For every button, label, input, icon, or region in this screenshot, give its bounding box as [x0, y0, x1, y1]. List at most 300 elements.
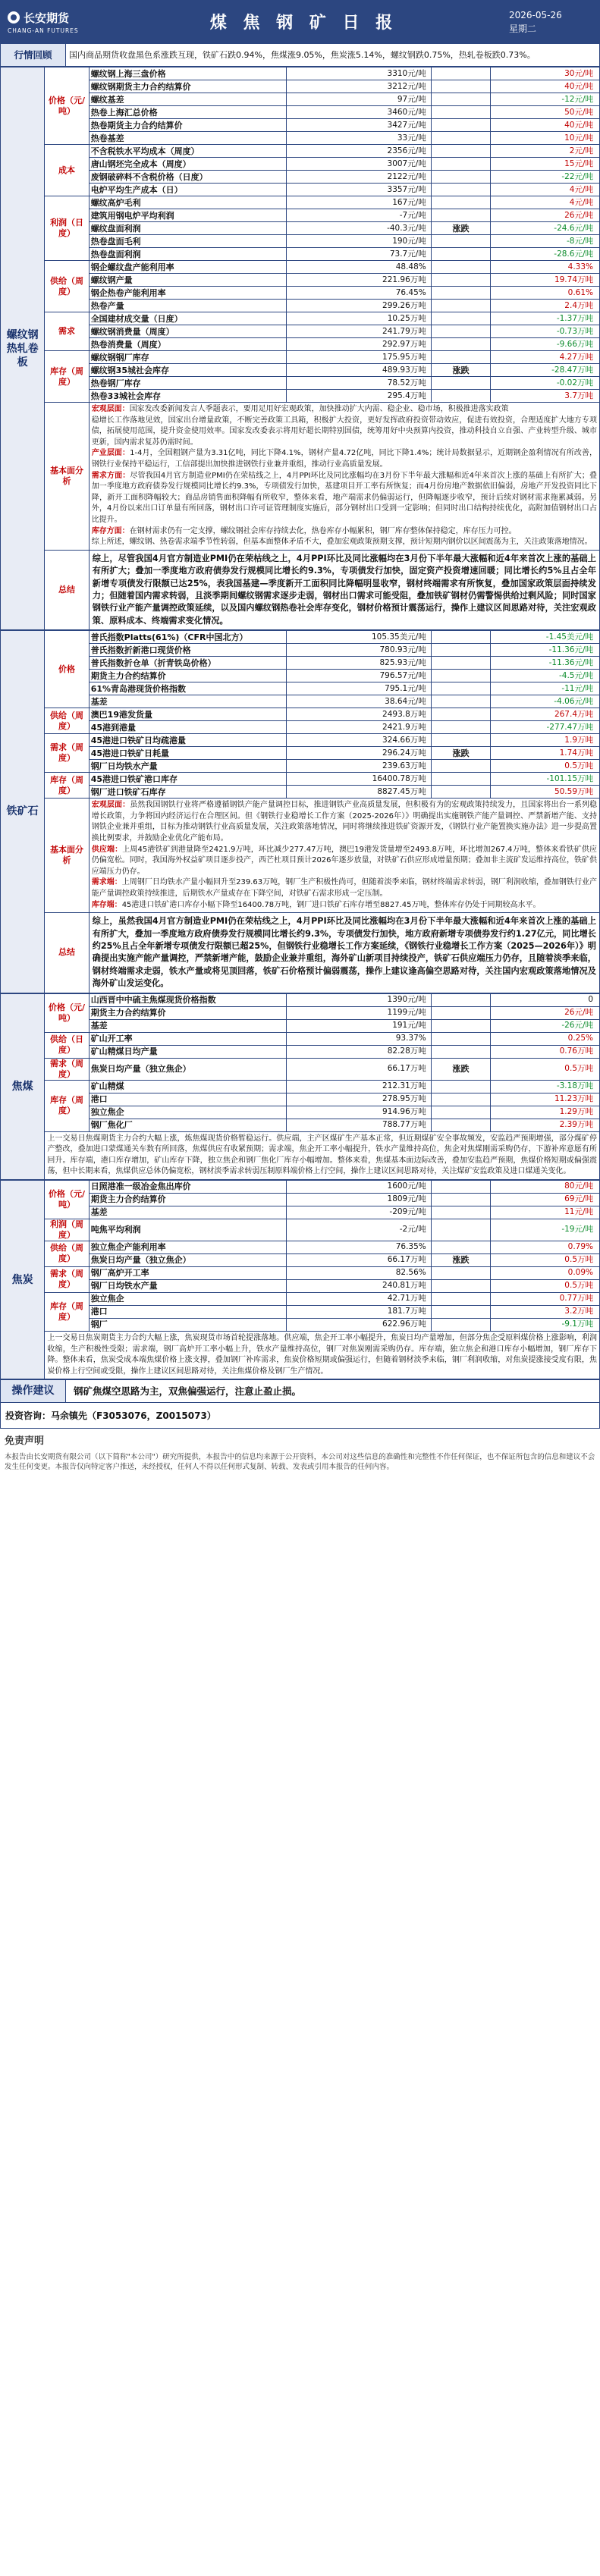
report-header: [0, 0, 600, 43]
indicator-row: [1, 158, 600, 171]
indicator-row: [1, 377, 600, 390]
indicator-row: [1, 1305, 600, 1318]
indicator-name: 唐山钢坯完全成本（周度）: [89, 158, 286, 171]
section-name: 焦煤: [1, 993, 45, 1179]
change-label: [431, 312, 491, 325]
indicator-row: [1, 351, 600, 364]
category-label: 利润（周度）: [45, 1219, 89, 1241]
indicator-name: 基差: [89, 695, 286, 708]
indicator-name: 电炉平均生产成本（日）: [89, 184, 286, 196]
analysis-paragraph: [92, 526, 597, 538]
indicator-change: 11.23万吨: [491, 1093, 600, 1106]
category-label: 库存（周度）: [45, 1080, 89, 1131]
indicator-value: 1199元/吨: [287, 1006, 432, 1019]
change-label: [431, 196, 491, 209]
indicator-name: 螺纹基差: [89, 93, 286, 106]
indicator-value: 73.7元/吨: [287, 248, 432, 261]
indicator-name: 日照港准一级冶金焦出库价: [89, 1180, 286, 1193]
indicator-row: [1, 1241, 600, 1253]
indicator-change: 2元/吨: [491, 145, 600, 158]
change-label: [431, 760, 491, 773]
indicator-change: -1.45美元/吨: [491, 631, 600, 644]
indicator-value: 780.93元/吨: [287, 644, 432, 657]
section-name: 焦炭: [1, 1180, 45, 1379]
indicator-change: 15元/吨: [491, 158, 600, 171]
indicator-change: 267.4万吨: [491, 708, 600, 721]
analysis-paragraph: [92, 416, 597, 449]
indicator-value: 221.96万吨: [287, 274, 432, 287]
indicator-change: 0: [491, 993, 600, 1006]
indicator-name: 普氏指数折仓单（折青铁岛价格）: [89, 657, 286, 670]
change-label: [431, 1106, 491, 1119]
indicator-row: [1, 682, 600, 695]
indicator-row: [1, 80, 600, 93]
market-overview: [0, 43, 600, 67]
indicator-value: 622.96万吨: [287, 1318, 432, 1331]
indicator-value: 93.37%: [287, 1032, 432, 1045]
indicator-change: -11.36元/吨: [491, 644, 600, 657]
indicator-name: 钢厂高炉开工率: [89, 1266, 286, 1279]
sections: [0, 67, 600, 1379]
indicator-row: [1, 1318, 600, 1331]
indicator-row: [1, 209, 600, 222]
indicator-name: 热卷盘面利润: [89, 248, 286, 261]
analysis-keyword: 供应端：: [91, 845, 123, 854]
change-label: [431, 158, 491, 171]
analysis-body: 上一交易日焦煤期货主力合约大幅上涨，炼焦煤现货价格暂稳运行。供应端，主产区煤矿生产基本正常，但近期煤矿安全事故频发，安监趋严预期增强，部分煤矿停产整改，叠加进口蒙煤通关车数有所回落，焦煤供应有收紧预期；需求端，焦企开工率小幅提升，铁水产量维持高位，焦企对焦煤刚需采购仍存，下游补库意愿有所回升。库存端，港口库存增加，矿山库存下降，独立焦企和钢厂焦化厂库存小幅增加。整体来看，焦煤基本面边际改善，叠加安监趋严预期，焦煤价格短期或偏强震荡，但中长期来看，焦煤供应总体仍偏宽松，钢材淡季需求转弱压制原料端价格上行空间，操作上建议区间思路对待，关注煤矿安监政策及进口煤通关变化。: [47, 1134, 597, 1176]
indicator-change: -28.6元/吨: [491, 248, 600, 261]
indicator-row: [1, 708, 600, 721]
indicator-row: [1, 300, 600, 312]
category-label: 库存（周度）: [45, 351, 89, 403]
indicator-change: -8元/吨: [491, 235, 600, 248]
analysis-keyword: 宏观层面：: [91, 801, 130, 810]
indicator-row: [1, 1019, 600, 1032]
indicator-value: 2122元/吨: [287, 171, 432, 184]
indicator-row: [1, 93, 600, 106]
indicator-value: -209元/吨: [287, 1206, 432, 1219]
indicator-value: -2元/吨: [287, 1219, 432, 1241]
change-label: [431, 351, 491, 364]
category-label: 需求（周度）: [45, 734, 89, 773]
change-label: [431, 1279, 491, 1292]
indicator-value: 82.56%: [287, 1266, 432, 1279]
indicator-name: 45港到港量: [89, 721, 286, 734]
analysis-paragraph: [92, 800, 597, 844]
indicator-change: -24.6元/吨: [491, 222, 600, 235]
change-label: [431, 1292, 491, 1305]
analysis-label: 基本面分析: [45, 799, 89, 913]
summary-label: 总结: [45, 550, 89, 629]
indicator-value: 48.48%: [287, 261, 432, 274]
analyst-info: 投资咨询：马余镇先（F3053076，Z0015073）: [0, 1403, 600, 1429]
category-label: 库存（周度）: [45, 1292, 89, 1331]
indicator-change: 26元/吨: [491, 209, 600, 222]
change-label: [431, 708, 491, 721]
indicator-row: [1, 773, 600, 786]
indicator-value: 3007元/吨: [287, 158, 432, 171]
indicator-change: 50元/吨: [491, 106, 600, 119]
report-date: 2026-05-26: [509, 9, 562, 20]
indicator-name: 热卷消费量（周度）: [89, 338, 286, 351]
change-label: [431, 1193, 491, 1206]
change-label: [431, 235, 491, 248]
analysis-body: 上周钢厂日均铁水产量小幅回升至239.63万吨，钢厂生产积极性尚可，但随着淡季来临，钢材终端需求转弱，钢厂利润收缩，叠加钢铁行业产能产量调控政策持续推进，后期铁水产量或存在下降空间，对铁矿石需求形成一定压制。: [91, 878, 597, 898]
indicator-change: 1.74万吨: [491, 747, 600, 760]
change-label: [431, 325, 491, 338]
indicator-row: [1, 171, 600, 184]
logo-icon: [8, 11, 20, 24]
indicator-value: 10.25万吨: [287, 312, 432, 325]
indicator-change: 50.59万吨: [491, 786, 600, 799]
indicator-change: -0.02万吨: [491, 377, 600, 390]
indicator-name: 独立焦企: [89, 1292, 286, 1305]
change-label: 涨跌: [431, 1253, 491, 1266]
analysis-paragraph: [92, 471, 597, 526]
change-label: [431, 657, 491, 670]
analysis-row: [1, 1331, 600, 1379]
indicator-value: 181.7万吨: [287, 1305, 432, 1318]
indicator-change: 4元/吨: [491, 184, 600, 196]
indicator-change: 0.25%: [491, 1032, 600, 1045]
indicator-change: 0.76万吨: [491, 1045, 600, 1058]
analysis-keyword: 库存端：: [91, 900, 122, 909]
indicator-row: [1, 1279, 600, 1292]
change-label: [431, 171, 491, 184]
indicator-row: [1, 67, 600, 80]
category-label: 供给（周度）: [45, 708, 89, 734]
change-label: [431, 786, 491, 799]
indicator-row: [1, 1080, 600, 1093]
analysis-paragraph: [92, 900, 597, 911]
indicator-row: [1, 145, 600, 158]
indicator-name: 期货主力合约结算价: [89, 1193, 286, 1206]
report-date-block: [509, 8, 600, 36]
indicator-name: 45港进口铁矿港口库存: [89, 773, 286, 786]
indicator-row: [1, 1006, 600, 1019]
indicator-row: [1, 644, 600, 657]
indicator-row: [1, 1106, 600, 1119]
indicator-row: [1, 1253, 600, 1266]
indicator-name: 热卷钢厂库存: [89, 377, 286, 390]
indicator-row: [1, 631, 600, 644]
indicator-name: 螺纹钢35城社会库存: [89, 364, 286, 377]
indicator-name: 螺纹钢产量: [89, 274, 286, 287]
logo-english: CHANG-AN FUTURES: [8, 27, 79, 34]
change-label: [431, 338, 491, 351]
indicator-change: -9.66万吨: [491, 338, 600, 351]
indicator-row: [1, 1219, 600, 1241]
indicator-value: 76.35%: [287, 1241, 432, 1253]
change-label: [431, 773, 491, 786]
indicator-name: 钢厂进口铁矿石库存: [89, 786, 286, 799]
indicator-name: 45港进口铁矿日耗量: [89, 747, 286, 760]
indicator-row: [1, 338, 600, 351]
indicator-change: 0.5万吨: [491, 1058, 600, 1080]
indicator-change: -3.18万吨: [491, 1080, 600, 1093]
change-label: [431, 209, 491, 222]
indicator-name: 热卷期货主力合约结算价: [89, 119, 286, 132]
category-label: 需求（周度）: [45, 1266, 89, 1292]
indicator-value: 241.79万吨: [287, 325, 432, 338]
indicator-change: 4元/吨: [491, 196, 600, 209]
analysis-text: [45, 1131, 600, 1179]
logo-text: 长安期货: [24, 11, 70, 25]
indicator-value: 190元/吨: [287, 235, 432, 248]
indicator-value: 97元/吨: [287, 93, 432, 106]
indicator-value: 295.4万吨: [287, 390, 432, 403]
indicator-row: [1, 235, 600, 248]
analysis-keyword: 产业层面：: [91, 449, 130, 458]
change-label: [431, 1119, 491, 1131]
indicator-row: [1, 1206, 600, 1219]
indicator-name: 热卷33城社会库存: [89, 390, 286, 403]
indicator-name: 钢厂: [89, 1318, 286, 1331]
indicator-row: [1, 106, 600, 119]
report-weekday: 星期二: [509, 23, 537, 34]
analysis-paragraph: [92, 845, 597, 878]
indicator-value: 324.66万吨: [287, 734, 432, 747]
indicator-value: 66.17万吨: [287, 1253, 432, 1266]
indicator-value: 66.17万吨: [287, 1058, 432, 1080]
indicator-value: 8827.45万吨: [287, 786, 432, 799]
change-label: [431, 93, 491, 106]
analysis-paragraph: [92, 404, 597, 416]
indicator-change: 0.5万吨: [491, 760, 600, 773]
indicator-change: 0.77万吨: [491, 1292, 600, 1305]
indicator-row: [1, 325, 600, 338]
indicator-value: 1809元/吨: [287, 1193, 432, 1206]
indicator-row: [1, 695, 600, 708]
indicator-change: -12元/吨: [491, 93, 600, 106]
indicator-name: 矿山精煤日均产量: [89, 1045, 286, 1058]
indicator-change: -101.15万吨: [491, 773, 600, 786]
category-label: 利润（日度）: [45, 196, 89, 261]
summary-label: 总结: [45, 913, 89, 993]
section-table: [0, 67, 600, 630]
analysis-keyword: 需求端：: [91, 878, 122, 887]
indicator-name: 焦炭日均产量（独立焦企）: [89, 1253, 286, 1266]
indicator-change: -277.47万吨: [491, 721, 600, 734]
indicator-value: 796.57元/吨: [287, 670, 432, 682]
indicator-change: 69元/吨: [491, 1193, 600, 1206]
indicator-change: 40元/吨: [491, 119, 600, 132]
indicator-name: 全国建材成交量（日度）: [89, 312, 286, 325]
indicator-value: 296.24万吨: [287, 747, 432, 760]
indicator-row: [1, 196, 600, 209]
overview-label: 行情回顾: [1, 44, 66, 67]
indicator-row: [1, 390, 600, 403]
indicator-value: 16400.78万吨: [287, 773, 432, 786]
analysis-paragraph: [47, 1333, 597, 1377]
analysis-keyword: 需求方面：: [91, 471, 130, 480]
indicator-row: [1, 786, 600, 799]
indicator-change: 4.27万吨: [491, 351, 600, 364]
indicator-name: 矿山开工率: [89, 1032, 286, 1045]
indicator-value: 42.71万吨: [287, 1292, 432, 1305]
indicator-name: 钢企螺纹盘产能利用率: [89, 261, 286, 274]
indicator-change: -9.1万吨: [491, 1318, 600, 1331]
category-label: 需求: [45, 312, 89, 351]
indicator-value: 825.93元/吨: [287, 657, 432, 670]
indicator-change: -11.36元/吨: [491, 657, 600, 670]
indicator-name: 建筑用钢电炉平均利润: [89, 209, 286, 222]
indicator-change: 4.33%: [491, 261, 600, 274]
section-table: [0, 1180, 600, 1379]
disclaimer-text: 本报告由长安期货有限公司（以下简称"本公司"）研究所提供，本报告中的信息均来源于公开资料，本公司对这些信息的准确性和完整性不作任何保证，也不保证所包含的信息和建议不会发生任何变更。本报告仅向特定客户推送，未经授权，任何人不得以任何形式复制、转载、发表或引用本报告的任何内容。: [5, 1453, 595, 1472]
indicator-change: 3.2万吨: [491, 1305, 600, 1318]
change-label: [431, 248, 491, 261]
advice-label: 操作建议: [1, 1380, 66, 1403]
indicator-name: 吨焦平均利润: [89, 1219, 286, 1241]
change-label: [431, 670, 491, 682]
change-label: [431, 80, 491, 93]
indicator-change: -0.73万吨: [491, 325, 600, 338]
category-label: 价格（元/吨）: [45, 993, 89, 1032]
indicator-value: 795.1元/吨: [287, 682, 432, 695]
indicator-change: -26元/吨: [491, 1019, 600, 1032]
change-label: [431, 1305, 491, 1318]
indicator-row: [1, 1292, 600, 1305]
indicator-row: [1, 1093, 600, 1106]
indicator-name: 期货主力合约结算价: [89, 1006, 286, 1019]
indicator-change: 2.39万吨: [491, 1119, 600, 1131]
indicator-name: 45港进口铁矿日均疏港量: [89, 734, 286, 747]
indicator-name: 基差: [89, 1019, 286, 1032]
indicator-name: 螺纹钢钢厂库存: [89, 351, 286, 364]
change-label: 涨跌: [431, 222, 491, 235]
indicator-row: [1, 734, 600, 747]
indicator-name: 澳巴19港发货量: [89, 708, 286, 721]
analysis-body: 虽然我国钢铁行业将严格遵循钢铁产能产量调控目标，推进钢铁产业高质量发展，但积极有为的宏观政策持续发力，且国家将出台一系列稳增长政策，力争将国内经济运行在合理区间。但《钢铁行业稳增长工作方案（2025-2026年）》明确提出实施钢铁产能产量调控、严禁新增产能、支持钢铁企业兼并重组，目标为推动钢铁行业高质量发展，关注政策落地情况，同时将继续推进铁矿资源开发，《钢铁行业产能置换实施办法》进一步提高置换比例要求，并鼓励企业优化产能布局。: [91, 801, 598, 842]
change-label: [431, 274, 491, 287]
change-label: [431, 1206, 491, 1219]
indicator-value: 78.52万吨: [287, 377, 432, 390]
report-title: 煤 焦 钢 矿 日 报: [209, 13, 398, 33]
indicator-name: 基差: [89, 1206, 286, 1219]
summary-row: [1, 913, 600, 993]
indicator-name: 山西晋中中硫主焦煤现货价格指数: [89, 993, 286, 1006]
indicator-change: -1.37万吨: [491, 312, 600, 325]
indicator-row: [1, 184, 600, 196]
analysis-body: 尽管我国4月官方制造业PMI仍在荣枯线之上，4月PPI环比及同比涨幅均在3月份下半年最大涨幅和近4年来首次上涨的基础上有所扩大；叠加一季度地方政府债券发行规模同比增长约9.3%，专项债发行加快，基建项目开工率有所恢复；而4月份房地产数据依旧偏弱，房地产开发投资同比下降，新开工面积降幅较大；商品房销售面积降幅有所收窄，整体来看，地产端需求仍偏弱运行，但降幅逐步收窄，预计后续对钢材需求拖累减弱。另外，4月份以来出口订单量有所回落，钢材出口许可证管理制度实施后，部分钢材出口受到一定影响；但同时出口结构持续优化，高附加值钢材出口占比提升。: [91, 471, 597, 524]
analysis-keyword: 库存方面：: [91, 526, 130, 535]
indicator-row: [1, 721, 600, 734]
indicator-value: 175.95万吨: [287, 351, 432, 364]
indicator-name: 61%青岛港现货价格指数: [89, 682, 286, 695]
indicator-change: -19元/吨: [491, 1219, 600, 1241]
indicator-row: [1, 222, 600, 235]
indicator-value: 191元/吨: [287, 1019, 432, 1032]
indicator-value: 489.93万吨: [287, 364, 432, 377]
indicator-value: -40.3元/吨: [287, 222, 432, 235]
indicator-row: [1, 312, 600, 325]
change-label: [431, 631, 491, 644]
indicator-value: 105.35美元/吨: [287, 631, 432, 644]
indicator-value: -7元/吨: [287, 209, 432, 222]
category-label: 价格: [45, 631, 89, 708]
change-label: [431, 67, 491, 80]
indicator-row: [1, 1032, 600, 1045]
analysis-text: [89, 403, 599, 551]
indicator-change: 3.7万吨: [491, 390, 600, 403]
indicator-row: [1, 274, 600, 287]
indicator-row: [1, 119, 600, 132]
indicator-name: 热卷产量: [89, 300, 286, 312]
indicator-change: 30元/吨: [491, 67, 600, 80]
category-label: 成本: [45, 145, 89, 196]
indicator-name: 钢厂日均铁水产量: [89, 1279, 286, 1292]
indicator-change: 0.5万吨: [491, 1253, 600, 1266]
summary-text: 综上，虽然我国4月官方制造业PMI仍在荣枯线之上，4月PPI环比及同比涨幅均在3月份下半年最大涨幅和近4年来首次上涨的基础上有所扩大，叠加一季度地方政府债券发行规模同比增长约9.3%，专项债发行加快，地方政府新增专项债券发行约1.27亿元，同比增长约25%且占全年新增专项债发行限额已超25%，但钢铁行业稳增长工作方案延续，《钢铁行业稳增长工作方案（2025—2026年）》明确提出实施产能产量调控，严禁新增产能，鼓励企业兼并重组，海外矿山新项目持续投产，铁矿石供应端压力仍存，且随着淡季来临，钢材终端需求走弱，铁水产量或将见顶回落，铁矿石价格预计偏弱震荡，操作上建议逢高偏空思路对待，关注国内宏观政策落地情况及海外矿山发运变化。: [89, 913, 599, 993]
indicator-value: 2493.8万吨: [287, 708, 432, 721]
indicator-value: 3357元/吨: [287, 184, 432, 196]
disclaimer: [0, 1429, 600, 1479]
indicator-value: 278.95万吨: [287, 1093, 432, 1106]
analysis-row: [1, 1131, 600, 1179]
indicator-value: 788.77万吨: [287, 1119, 432, 1131]
indicator-name: 螺纹钢上海三盘价格: [89, 67, 286, 80]
indicator-value: 2356元/吨: [287, 145, 432, 158]
indicator-value: 914.96万吨: [287, 1106, 432, 1119]
change-label: [431, 184, 491, 196]
category-label: 供给（周度）: [45, 1241, 89, 1266]
analysis-row: [1, 799, 600, 913]
indicator-name: 矿山精煤: [89, 1080, 286, 1093]
indicator-value: 299.26万吨: [287, 300, 432, 312]
indicator-row: [1, 993, 600, 1006]
indicator-name: 独立焦企产能利用率: [89, 1241, 286, 1253]
indicator-row: [1, 1058, 600, 1080]
indicator-value: 3460元/吨: [287, 106, 432, 119]
indicator-change: 19.74万吨: [491, 274, 600, 287]
analysis-label: 基本面分析: [45, 403, 89, 551]
analysis-body: 稳增长工作落地见效，国家出台增量政策，不断完善政策工具箱，积极扩大投资，更好发挥政府投资带动效应，促进有效投资，合理适度扩大地方专项债，拓展使用范围，提升资金使用效率。国家发改委表示将用好超长期特别国债，统筹用好中央预算内投资，推动科技自立自强、产业转型升级、城市更新，国内需求复苏仍需时间。: [91, 416, 597, 447]
advice-row: [0, 1379, 600, 1403]
analysis-body: 在钢材需求仍有一定支撑，螺纹钢社会库存持续去化，热卷库存小幅累积，钢厂库存整体保持稳定，库存压力可控。: [129, 526, 517, 535]
analysis-body: 上一交易日焦炭期货主力合约大幅上涨，焦炭现货市场首轮提涨落地。供应端，焦企开工率小幅提升，焦炭日均产量增加，但部分焦企受原料煤价格上涨影响，利润收缩，生产积极性受限；需求端，钢厂高炉开工率小幅上升，铁水产量维持高位，钢厂对焦炭刚需采购仍存。库存端，独立焦企和港口库存小幅增加，钢厂库存下降。整体来看，焦炭受成本端焦煤价格上涨支撑，叠加钢厂补库需求，焦炭价格短期或偏强运行，但随着钢材淡季来临，钢厂利润收缩，对焦炭提涨接受度有限，焦炭价格上行空间或受限，操作上建议区间思路对待，关注焦煤价格及钢厂生产情况。: [47, 1333, 597, 1376]
category-label: 库存（周度）: [45, 773, 89, 799]
analysis-paragraph: [92, 877, 597, 899]
indicator-name: 钢企热卷产能利用率: [89, 287, 286, 300]
indicator-change: -28.47万吨: [491, 364, 600, 377]
indicator-row: [1, 670, 600, 682]
indicator-change: 0.5万吨: [491, 1279, 600, 1292]
analysis-paragraph: [92, 537, 597, 548]
change-label: [431, 300, 491, 312]
change-label: [431, 287, 491, 300]
indicator-row: [1, 1266, 600, 1279]
analysis-paragraph: [92, 448, 597, 470]
indicator-value: 82.28万吨: [287, 1045, 432, 1058]
indicator-name: 不含税铁水平均成本（周度）: [89, 145, 286, 158]
category-label: 供给（周度）: [45, 261, 89, 312]
indicator-change: 26元/吨: [491, 1006, 600, 1019]
category-label: 供给（日度）: [45, 1032, 89, 1058]
indicator-row: [1, 1180, 600, 1193]
change-label: [431, 695, 491, 708]
indicator-change: 0.79%: [491, 1241, 600, 1253]
section-name: 螺纹钢热轧卷板: [1, 67, 45, 630]
indicator-change: 0.09%: [491, 1266, 600, 1279]
indicator-name: 热卷盘面毛利: [89, 235, 286, 248]
indicator-value: 167元/吨: [287, 196, 432, 209]
change-label: [431, 390, 491, 403]
indicator-value: 240.81万吨: [287, 1279, 432, 1292]
indicator-name: 螺纹钢消费量（周度）: [89, 325, 286, 338]
change-label: [431, 132, 491, 145]
analysis-body: 上周45港铁矿到港量降至2421.9万吨，环比减少277.47万吨，澳巴19港发货量增至2493.8万吨，环比增加267.4万吨，整体来看铁矿供应仍偏宽松。同时，我国海外权益矿项目逐步投产，西芒杜项目预计2026年逐步放量，对铁矿石供应形成增量预期；叠加非主流矿发运维持高位，铁矿供应端压力仍存。: [91, 845, 597, 876]
